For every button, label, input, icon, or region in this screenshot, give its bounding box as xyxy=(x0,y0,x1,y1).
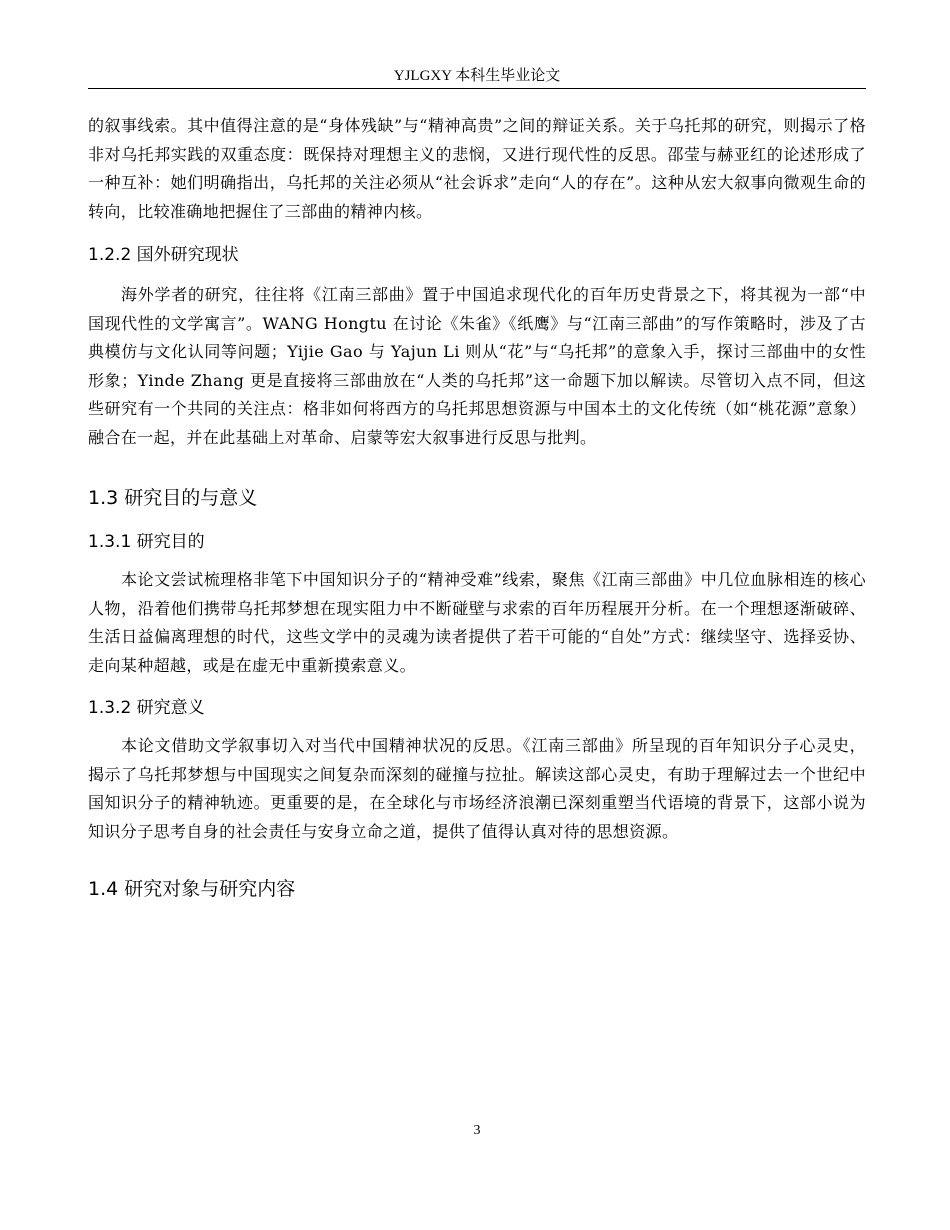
page-number: 3 xyxy=(473,1123,481,1138)
body-text xyxy=(88,112,866,902)
heading-1-3-1: 1.3.1 研究目的 xyxy=(88,532,205,552)
paragraph-1-3-1: 本论文尝试梳理格非笔下中国知识分子的“精神受难”线索，聚焦《江南三部曲》中几位血脉相连的核心人物，沿着他们携带乌托邦梦想在现实阻力中不断碰壁与求索的百年历程展开分析。在一个理想逐渐破碎、生活日益偏离理想的时代，这些文学中的灵魂为读者提供了若干可能的“自处”方式：继续坚守、选择妥协、走向某种超越，或是在虚无中重新摸索意义。 xyxy=(88,570,866,675)
heading-1-3: 1.3 研究目的与意义 xyxy=(88,487,258,509)
running-header: YJLGXY 本科生毕业论文 xyxy=(393,68,561,84)
paragraph-1-2-2: 海外学者的研究，往往将《江南三部曲》置于中国追求现代化的百年历史背景之下，将其视为一部“中国现代性的文学寓言”。WANG Hongtu 在讨论《朱雀》《纸鹰》与“江南三部曲”的写作策略时，涉及了古典模仿与文化认同等问题；Yijie Gao 与 Yajun Li 则从“花”与“乌托邦”的意象入手，探讨三部曲中的女性形象；Yinde Zhang 更是直接将三部曲放在“人类的乌托邦”这一命题下加以解读。尽管切入点不同，但这些研究有一个共同的关注点：格非如何将西方的乌托邦思想资源与中国本土的文化传统（如“桃花源”意象）融合在一起，并在此基础上对革命、启蒙等宏大叙事进行反思与批判。 xyxy=(88,285,866,447)
paragraph-1-3-2: 本论文借助文学叙事切入对当代中国精神状况的反思。《江南三部曲》所呈现的百年知识分子心灵史，揭示了乌托邦梦想与中国现实之间复杂而深刻的碰撞与拉扯。解读这部心灵史，有助于理解过去一个世纪中国知识分子的精神轨迹。更重要的是，在全球化与市场经济浪潮已深刻重塑当代语境的背景下，这部小说为知识分子思考自身的社会责任与安身立命之道，提供了值得认真对待的思想资源。 xyxy=(88,736,866,841)
header-rule xyxy=(88,88,866,89)
intro-paragraph: 的叙事线索。其中值得注意的是“身体残缺”与“精神高贵”之间的辩证关系。关于乌托邦的研究，则揭示了格非对乌托邦实践的双重态度：既保持对理想主义的悲悯，又进行现代性的反思。邵莹与赫亚红的论述形成了一种互补：她们明确指出，乌托邦的关注必须从“社会诉求”走向“人的存在”。这种从宏大叙事向微观生命的转向，比较准确地把握住了三部曲的精神内核。 xyxy=(88,116,866,221)
heading-1-3-2: 1.3.2 研究意义 xyxy=(88,698,205,718)
heading-1-4: 1.4 研究对象与研究内容 xyxy=(88,878,296,900)
heading-1-2-2: 1.2.2 国外研究现状 xyxy=(88,245,239,265)
